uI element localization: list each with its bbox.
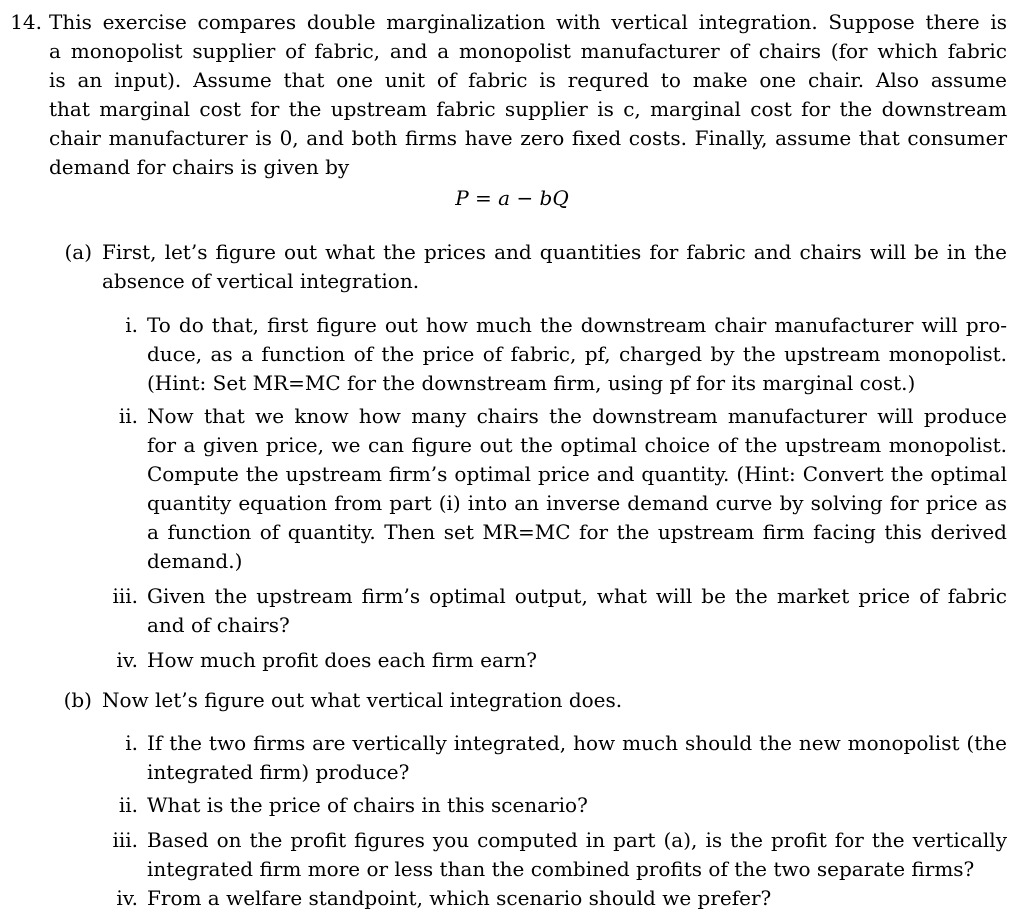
problem-line: a monopolist supplier of fabric, and a monopolist manufacturer of chairs (for which fabric [49,39,1007,63]
demand-equation: P = a − bQ [455,186,569,210]
part-b-item-line: What is the price of chairs in this scenario? [147,793,588,817]
part-b-item-line: Based on the profit figures you computed in part (a), is the profit for the vertically [147,828,1007,852]
part-b-item-label: i. [125,731,138,755]
part-a-item-line: and of chairs? [147,613,290,637]
problem-line: that marginal cost for the upstream fabric supplier is c, marginal cost for the downstream [49,97,1007,121]
part-b-item-line: If the two firms are vertically integrated, how much should the new monopolist (the [147,731,1007,755]
part-a-line: absence of vertical integration. [102,269,420,293]
part-a-item-line: Compute the upstream firm’s optimal price and quantity. (Hint: Convert the optimal [147,462,1007,486]
part-a-item-line: Now that we know how many chairs the downstream manufacturer will produce [147,404,1007,428]
part-a-item-line: a function of quantity. Then set MR=MC for the upstream firm facing this derived [147,520,1007,544]
problem-number: 14. [10,10,42,34]
part-a-item-label: ii. [118,404,138,428]
part-b-line: Now let’s figure out what vertical integration does. [102,688,623,712]
part-a-item-label: i. [125,313,138,337]
problem-line: is an input). Assume that one unit of fabric is requred to make one chair. Also assume [49,68,1007,92]
part-b-item-label: iii. [112,828,138,852]
problem-line: This exercise compares double marginalization with vertical integration. Suppose there is [49,10,1007,34]
part-a-line: First, let’s figure out what the prices and quantities for fabric and chairs will be in the [102,240,1007,264]
part-a-item-line: (Hint: Set MR=MC for the downstream firm, using pf for its marginal cost.) [147,371,916,395]
part-a-item-line: demand.) [147,549,243,573]
part-b-item-line: integrated firm) produce? [147,760,410,784]
part-a-item-label: iv. [116,648,138,672]
part-b-item-line: From a welfare standpoint, which scenario should we prefer? [147,886,772,910]
problem-line: demand for chairs is given by [49,155,350,179]
part-b-item-label: iv. [116,886,138,910]
problem-line: chair manufacturer is 0, and both firms have zero fixed costs. Finally, assume that consumer [49,126,1007,150]
part-b-item-line: integrated firm more or less than the combined profits of the two separate firms? [147,857,975,881]
part-a-item-line: for a given price, we can figure out the optimal choice of the upstream monopolist. [147,433,1007,457]
part-b-label: (b) [63,688,92,712]
part-a-item-line: How much profit does each firm earn? [147,648,538,672]
part-a-item-label: iii. [112,584,138,608]
part-a-item-line: quantity equation from part (i) into an inverse demand curve by solving for price as [147,491,1007,515]
part-b-item-label: ii. [118,793,138,817]
part-a-item-line: duce, as a function of the price of fabric, pf, charged by the upstream monopolist. [147,342,1007,366]
part-a-item-line: Given the upstream firm’s optimal output, what will be the market price of fabric [147,584,1007,608]
part-a-item-line: To do that, first figure out how much the downstream chair manufacturer will pro- [147,313,1007,337]
part-a-label: (a) [64,240,92,264]
